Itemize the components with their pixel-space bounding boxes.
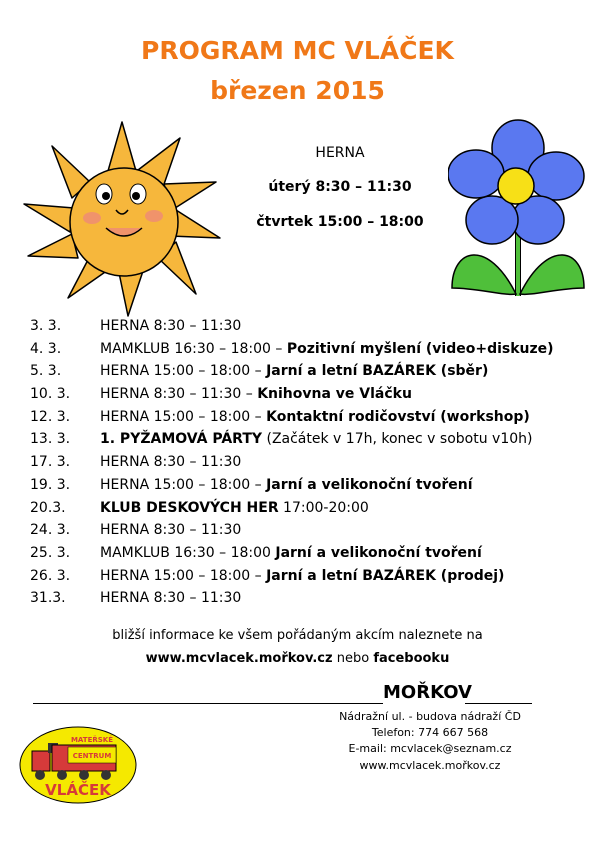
schedule-date: 20.3. xyxy=(30,499,66,516)
footer-address: Nádražní ul. - budova nádraží ČD xyxy=(339,710,521,723)
schedule-plain-text: HERNA 15:00 – 18:00 – xyxy=(100,476,267,493)
schedule-description xyxy=(100,500,369,516)
logo-text-1: MATEŘSKÉ xyxy=(70,736,114,744)
schedule-plain-text: MAMKLUB 16:30 – 18:00 xyxy=(100,544,276,561)
schedule-description xyxy=(100,522,241,538)
schedule-row xyxy=(30,341,590,364)
schedule-description xyxy=(100,431,532,447)
page-subtitle: březen 2015 xyxy=(210,76,385,105)
schedule-row xyxy=(30,590,590,613)
logo-text-2: CENTRUM xyxy=(72,752,112,760)
schedule-date: 4. 3. xyxy=(30,340,62,357)
schedule-tail-text: (Začátek v 17h, konec v sobotu v10h) xyxy=(262,431,533,448)
info-nebo: nebo xyxy=(332,651,374,666)
schedule-bold-text: Jarní a letní BAZÁREK (sběr) xyxy=(266,363,489,380)
schedule-row xyxy=(30,363,590,386)
schedule-date: 26. 3. xyxy=(30,567,71,584)
schedule-row xyxy=(30,568,590,591)
schedule-plain-text: HERNA 8:30 – 11:30 xyxy=(100,318,242,334)
schedule-bold-text: Jarní a letní BAZÁREK (prodej) xyxy=(266,567,505,584)
footer-divider-right xyxy=(465,703,532,704)
schedule-description xyxy=(100,568,504,584)
schedule-row xyxy=(30,545,590,568)
footer-town: MOŘKOV xyxy=(383,682,472,703)
schedule-description xyxy=(100,386,412,402)
footer-divider xyxy=(33,703,383,704)
schedule-description xyxy=(100,590,241,606)
info-line: bližší informace ke všem pořádaným akcím naleznete na xyxy=(112,628,483,643)
schedule-date: 13. 3. xyxy=(30,431,71,448)
schedule-tail-text: 17:00-20:00 xyxy=(278,499,369,516)
herna-time-tuesday: úterý 8:30 – 11:30 xyxy=(268,179,412,195)
schedule-row xyxy=(30,409,590,432)
schedule-description xyxy=(100,409,530,425)
schedule-bold-text: 1. PYŽAMOVÁ PÁRTY xyxy=(100,431,263,448)
footer-phone: Telefon: 774 667 568 xyxy=(371,726,489,739)
schedule-plain-text: HERNA 15:00 – 18:00 – xyxy=(100,363,267,380)
schedule-plain-text: MAMKLUB 16:30 – 18:00 – xyxy=(100,340,287,357)
herna-heading: HERNA xyxy=(315,145,365,161)
schedule-plain-text: HERNA 8:30 – 11:30 – xyxy=(100,386,258,403)
schedule-row xyxy=(30,522,590,545)
schedule-date: 24. 3. xyxy=(30,522,71,539)
schedule-date: 25. 3. xyxy=(30,544,71,561)
schedule-row xyxy=(30,386,590,409)
schedule-row xyxy=(30,431,590,454)
schedule-description xyxy=(100,545,482,561)
schedule-description xyxy=(100,318,241,334)
schedule-date: 10. 3. xyxy=(30,386,71,403)
schedule-description xyxy=(100,363,488,379)
schedule-bold-text: Pozitivní myšlení (video+diskuze) xyxy=(286,340,554,357)
page-title: PROGRAM MC VLÁČEK xyxy=(141,36,454,65)
schedule-bold-text: Jarní a velikonoční tvoření xyxy=(275,544,482,561)
logo-name: VLÁČEK xyxy=(45,781,111,799)
schedule-date: 17. 3. xyxy=(30,454,71,471)
schedule-row xyxy=(30,477,590,500)
sun-illustration xyxy=(20,118,225,318)
vlacek-logo xyxy=(18,725,138,805)
herna-time-thursday: čtvrtek 15:00 – 18:00 xyxy=(256,214,424,230)
schedule-bold-text: KLUB DESKOVÝCH HER xyxy=(100,499,279,516)
schedule-date: 19. 3. xyxy=(30,476,71,493)
schedule-bold-text: Jarní a velikonoční tvoření xyxy=(266,476,473,493)
schedule-date: 12. 3. xyxy=(30,408,71,425)
schedule-date: 5. 3. xyxy=(30,363,62,380)
schedule-description xyxy=(100,477,473,493)
schedule-plain-text: HERNA 8:30 – 11:30 xyxy=(100,522,242,539)
flower-illustration xyxy=(448,118,588,308)
schedule-bold-text: Kontaktní rodičovství (workshop) xyxy=(266,408,530,425)
info-links xyxy=(0,651,595,666)
footer-web[interactable]: www.mcvlacek.mořkov.cz xyxy=(359,759,501,772)
schedule-plain-text: HERNA 8:30 – 11:30 xyxy=(100,590,242,607)
schedule-date: 3. 3. xyxy=(30,318,62,334)
schedule-bold-text: Knihovna ve Vláčku xyxy=(257,386,412,403)
schedule-plain-text: HERNA 8:30 – 11:30 xyxy=(100,454,242,471)
schedule-row xyxy=(30,318,590,341)
schedule-plain-text: HERNA 15:00 – 18:00 – xyxy=(100,567,267,584)
schedule-row xyxy=(30,454,590,477)
website-link[interactable]: www.mcvlacek.mořkov.cz xyxy=(145,651,333,666)
schedule-description xyxy=(100,341,554,357)
footer-email[interactable]: E-mail: mcvlacek@seznam.cz xyxy=(348,742,512,755)
schedule-row xyxy=(30,500,590,523)
facebook-link[interactable]: facebooku xyxy=(373,651,450,666)
schedule-list xyxy=(30,318,590,613)
schedule-description xyxy=(100,454,241,470)
schedule-date: 31.3. xyxy=(30,590,66,607)
schedule-plain-text: HERNA 15:00 – 18:00 – xyxy=(100,408,267,425)
